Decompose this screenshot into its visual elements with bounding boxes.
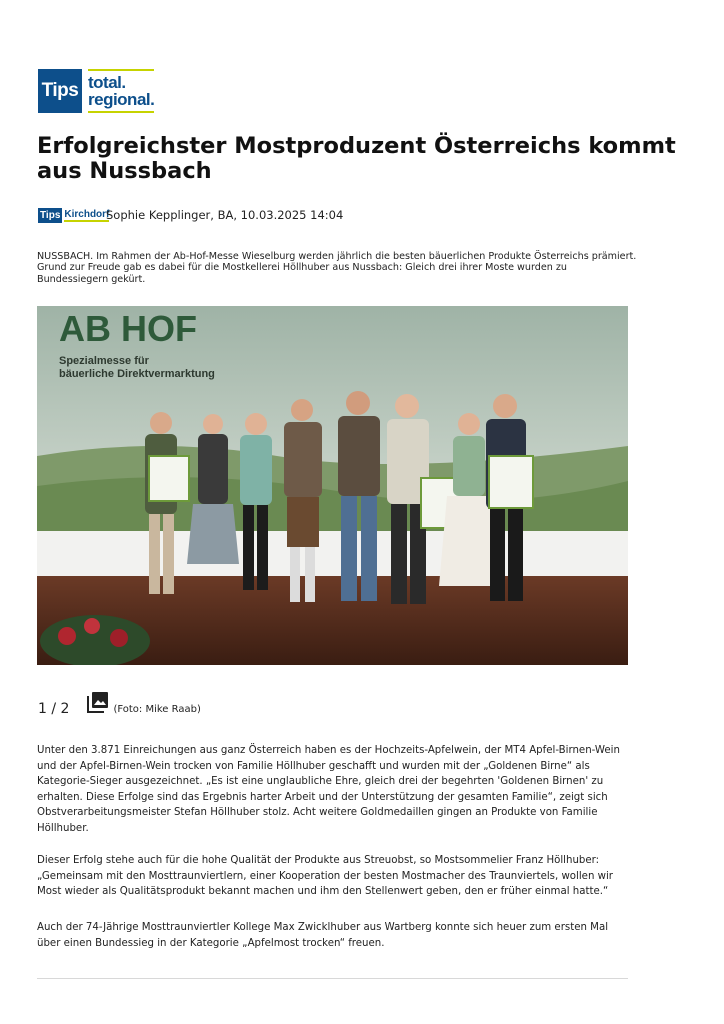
region-logo-name: Kirchdorf (64, 208, 110, 220)
divider (37, 978, 628, 979)
article-photo[interactable] (37, 306, 628, 665)
logo-brand: Tips (38, 69, 82, 113)
article-paragraph: Dieser Erfolg stehe auch für die hohe Qualität der Produkte aus Streuobst, so Mostsommelier Franz Höllhuber: „Gemeinsam mit den Mosttraunviertlern, einer Kooperation der besten Mostmacher des Traunviertels, wollen wir Most wieder als Qualitätsprodukt bekannt machen und ihm den Stellenwert geben, den er früher einmal hatte.“ (37, 855, 613, 898)
article-paragraph: Auch der 74-Jährige Mosttraunviertler Kollege Max Zwicklhuber aus Wartberg konnte sich heuer zum ersten Mal über einen Bundessieg in der Kategorie „Apfelmost trocken“ freuen. (37, 922, 609, 949)
byline (38, 206, 343, 224)
banner-line2: bäuerliche Direktvermarktung (59, 368, 215, 380)
logo-tagline-bottom: regional. (88, 90, 155, 109)
photo-credit: (Foto: Mike Raab) (113, 703, 201, 715)
logo-tagline-top: total. (88, 73, 126, 92)
author-date: Sophie Kepplinger, BA, 10.03.2025 14:04 (106, 208, 344, 222)
article-title: Erfolgreichster Mostproduzent Österreichs kommt aus Nussbach (37, 133, 676, 184)
photo-caption (38, 687, 201, 717)
article-intro: NUSSBACH. Im Rahmen der Ab-Hof-Messe Wieselburg werden jährlich die besten bäuerlichen Produkte Österreichs prämiert. Grund zur Freude gab es dabei für die Mostkellerei Höllhuber aus Nussbach: Gleich drei ihrer Moste wurden zu Bundessiegern gekürt. (37, 251, 637, 285)
tips-logo[interactable] (38, 69, 162, 113)
banner-title: AB HOF (59, 308, 197, 349)
banner-line1: Spezialmesse für (59, 355, 149, 367)
flower-arrangement (40, 615, 150, 665)
logo-tagline (88, 69, 154, 113)
region-logo (38, 206, 110, 224)
gallery-counter: 1 / 2 (38, 701, 70, 717)
article-paragraph: Unter den 3.871 Einreichungen aus ganz Österreich haben es der Hochzeits-Apfelwein, der MT4 Apfel-Birnen-Wein und der Apfel-Birnen-Wein trocken von Familie Höllhuber geschafft und wurden mit der „Goldenen Birne“ als Kategorie-Sieger ausgezeichnet. „Es ist eine unglaubliche Ehre, gleich drei der begehrten 'Goldenen Birnen' zu erhalten. Diese Erfolge sind das Ergebnis harter Arbeit und der Unterstützung der gesamten Familie“, zeigt sich Obstverarbeitungsmeister Stefan Höllhuber stolz. Acht weitere Goldmedaillen gingen an Produkte von Familie Höllhuber. (37, 745, 620, 834)
region-logo-brand: Tips (40, 209, 61, 221)
gallery-icon[interactable] (87, 691, 109, 713)
award-photo (37, 306, 628, 665)
